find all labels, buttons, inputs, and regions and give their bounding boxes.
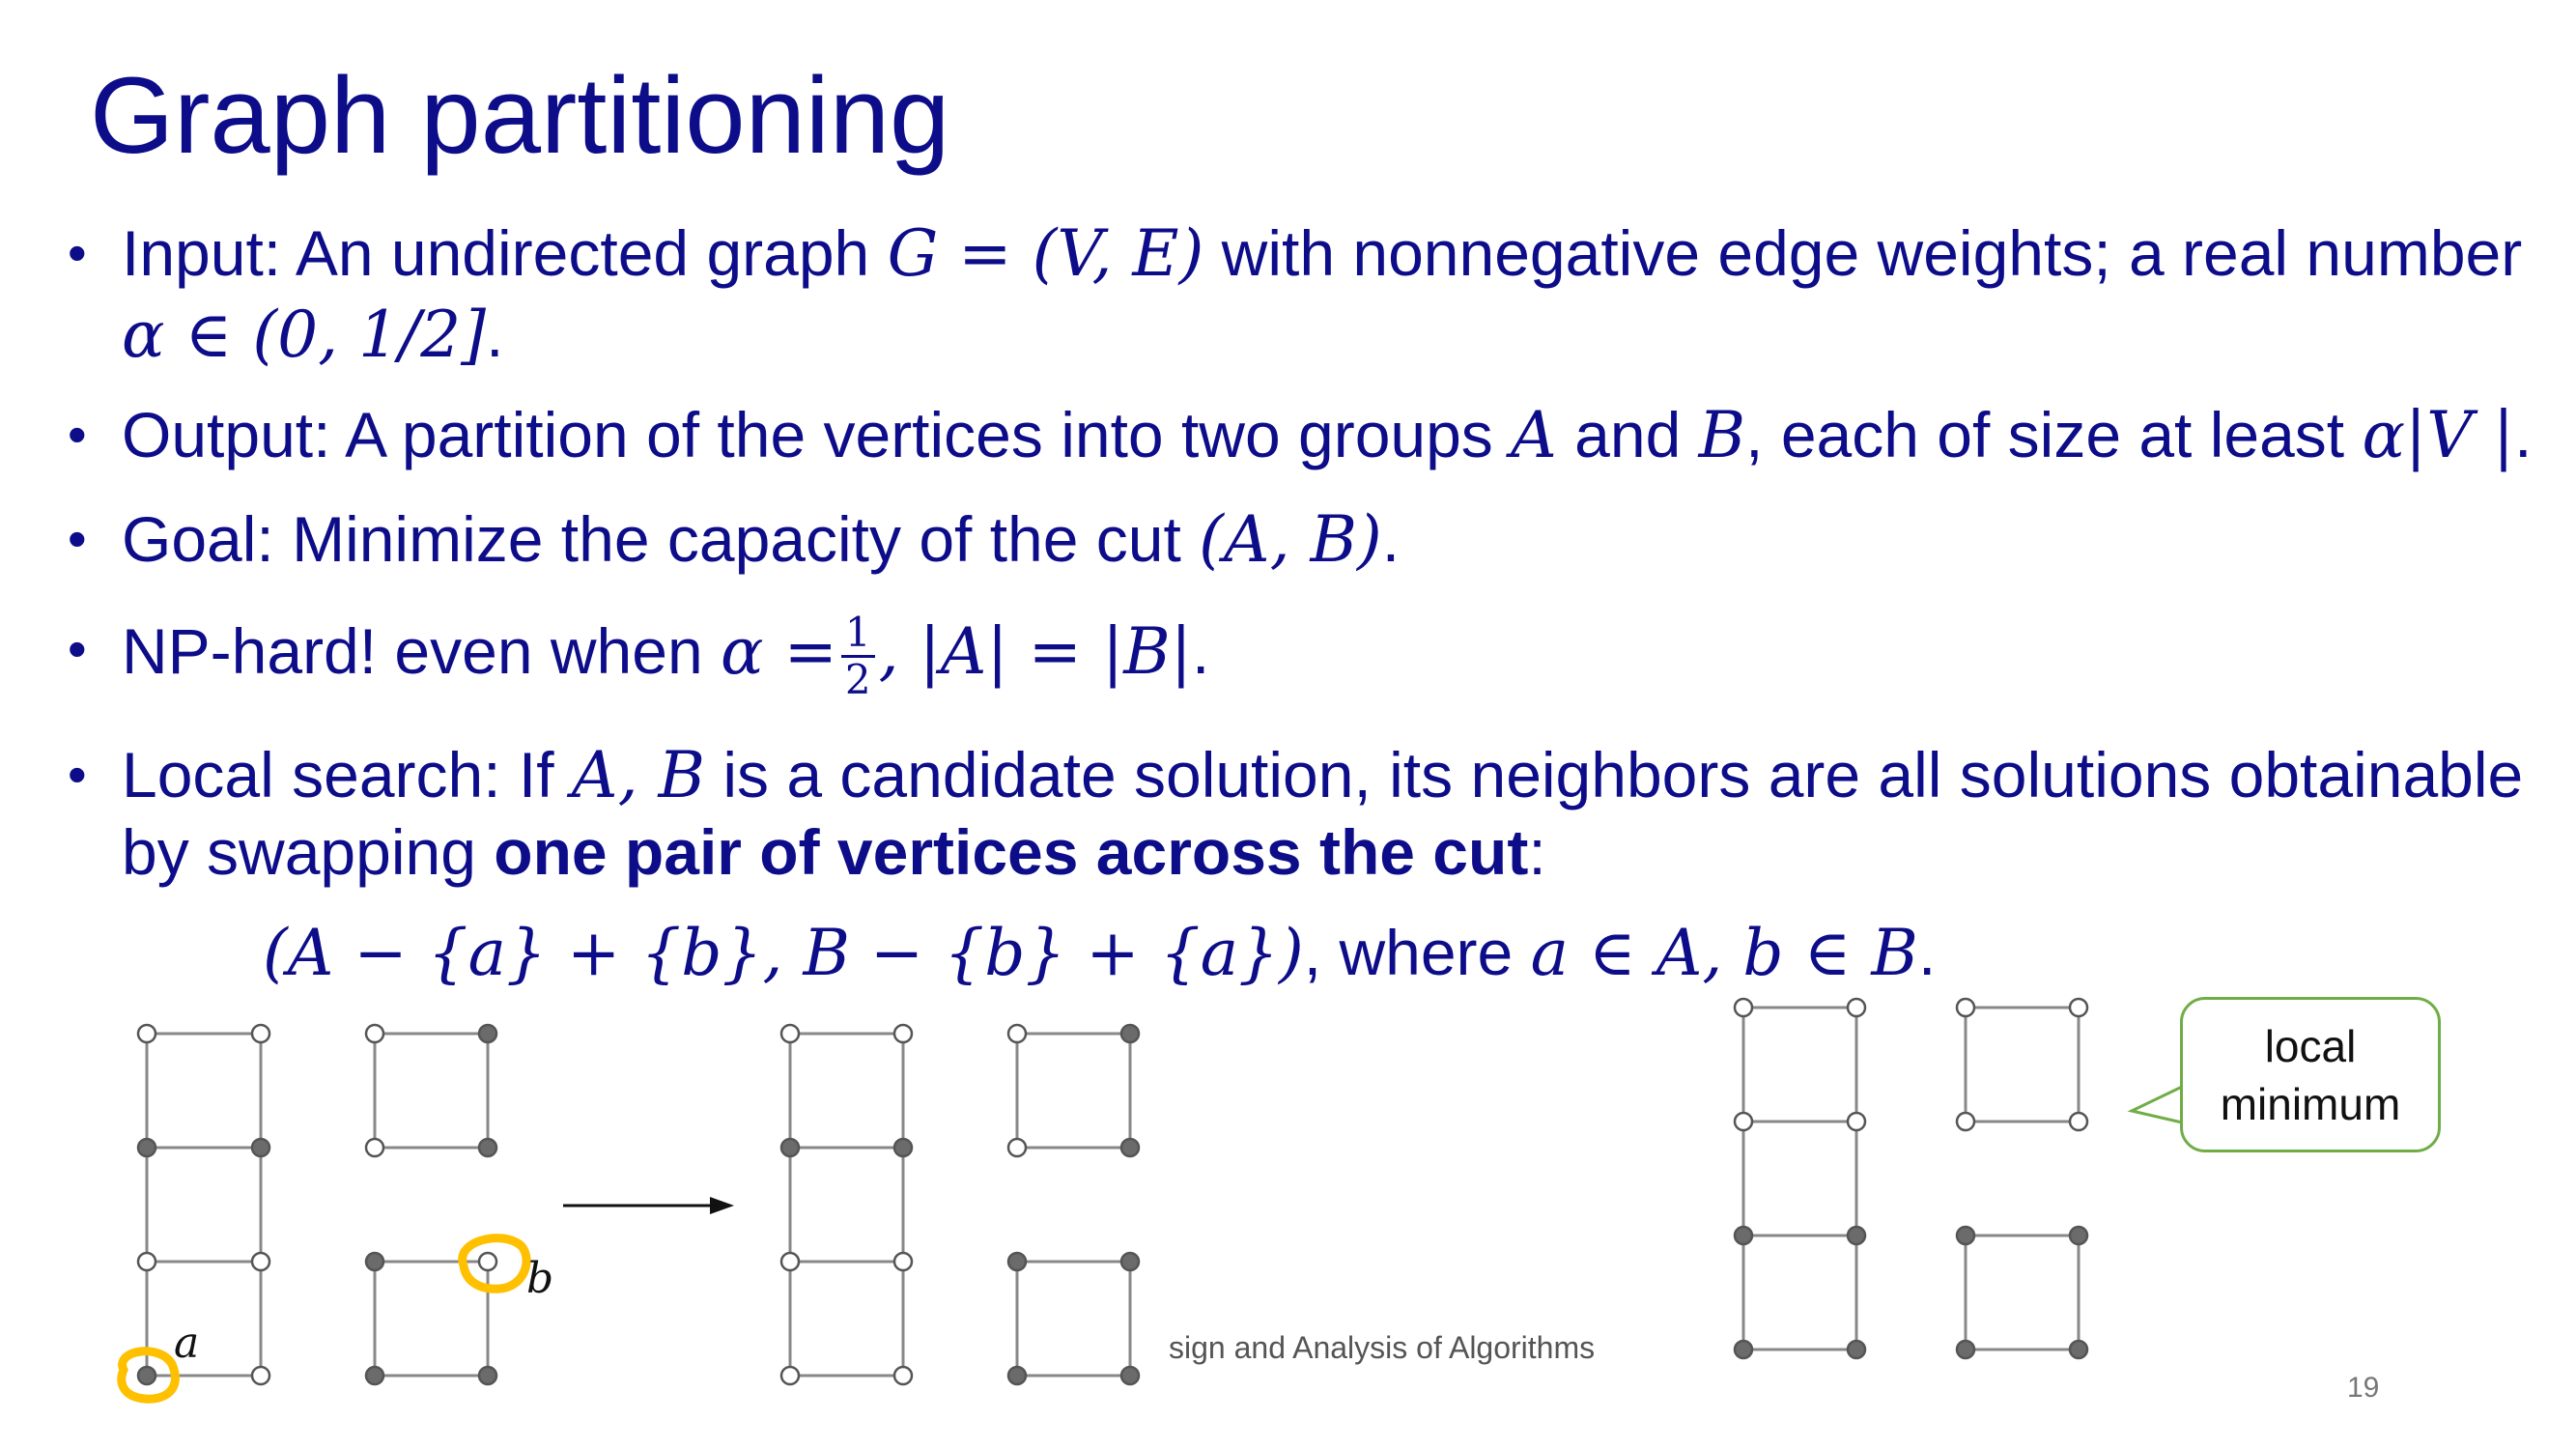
bullet-dot: • xyxy=(68,744,87,805)
swapped-right-filled-vertex xyxy=(1121,1367,1139,1384)
local-math-ab: A, B xyxy=(571,738,706,812)
swapped-right-filled-vertex xyxy=(1008,1367,1026,1384)
swapped-left-empty-vertex xyxy=(894,1025,912,1042)
vertex-b-label: b xyxy=(526,1254,554,1303)
initial-right-empty-vertex xyxy=(366,1025,383,1042)
formula-period: . xyxy=(1917,917,1937,988)
swapped-right-filled-vertex xyxy=(1121,1139,1139,1156)
transform-arrow-head xyxy=(710,1197,734,1214)
local-colon: : xyxy=(1528,816,1546,888)
formula-math-membership: a ∈ A, b ∈ B xyxy=(1530,916,1918,990)
swapped-left-empty-vertex xyxy=(894,1253,912,1270)
swapped-right-filled-vertex xyxy=(1008,1253,1026,1270)
np-math-alpha: α = xyxy=(721,613,837,689)
swapped-right-filled-vertex xyxy=(1121,1025,1139,1042)
initial-right-empty-vertex xyxy=(479,1253,496,1270)
input-math-graph: G = (V, E) xyxy=(887,216,1204,291)
slide-footer: sign and Analysis of Algorithms xyxy=(1169,1330,1596,1365)
minimum-left-filled-vertex xyxy=(1848,1227,1865,1244)
initial-left-empty-vertex xyxy=(252,1253,269,1270)
local-minimum-callout xyxy=(2180,997,2441,1152)
formula-math: (A − {a} + {b}, B − {b} + {a}) xyxy=(263,916,1304,990)
swapped-right-empty-vertex xyxy=(1008,1139,1026,1156)
callout-pointer xyxy=(2132,1087,2182,1122)
initial-left-filled-vertex xyxy=(138,1139,156,1156)
output-math-size: α|V | xyxy=(2362,398,2515,472)
minimum-left-filled-vertex xyxy=(1735,1341,1752,1358)
minimum-left-empty-vertex xyxy=(1848,1113,1865,1130)
output-and: and xyxy=(1556,399,1699,470)
minimum-right-empty-vertex xyxy=(2070,999,2087,1016)
initial-right-filled-vertex xyxy=(366,1367,383,1384)
swapped-left-empty-vertex xyxy=(781,1025,799,1042)
output-math-b: B xyxy=(1698,398,1746,472)
minimum-right-filled-vertex xyxy=(2070,1341,2087,1358)
minimum-right-empty-vertex xyxy=(1957,1113,1974,1130)
initial-left-empty-vertex xyxy=(252,1367,269,1384)
formula-where: , where xyxy=(1303,917,1531,988)
bullet-dot: • xyxy=(68,618,87,679)
minimum-left-filled-vertex xyxy=(1848,1341,1865,1358)
initial-right-filled-vertex xyxy=(479,1367,496,1384)
local-bold-text: one pair of vertices across the cut xyxy=(494,816,1529,888)
local-text-suffix: is a candidate solution, its neighbors are all solutions obtainable xyxy=(705,739,2524,810)
np-math-sizes: , |A| = |B| xyxy=(878,613,1192,689)
initial-right-filled-vertex xyxy=(479,1025,496,1042)
goal-math-cut: (A, B) xyxy=(1199,502,1382,577)
initial-left-filled-vertex xyxy=(138,1367,156,1384)
output-period: . xyxy=(2514,399,2533,470)
callout-line2: minimum xyxy=(2220,1078,2401,1129)
bullet-dot: • xyxy=(68,404,87,465)
page-number: 19 xyxy=(2347,1372,2380,1404)
bullet-dot: • xyxy=(68,222,87,283)
input-text: Input: An undirected graph xyxy=(122,217,888,289)
swapped-left-empty-vertex xyxy=(781,1253,799,1270)
swapped-left-empty-vertex xyxy=(781,1367,799,1384)
minimum-left-empty-vertex xyxy=(1735,999,1752,1016)
local-text-line2: by swapping xyxy=(122,816,495,888)
initial-left-empty-vertex xyxy=(138,1025,156,1042)
minimum-left-filled-vertex xyxy=(1735,1227,1752,1244)
swapped-right-empty-vertex xyxy=(1008,1025,1026,1042)
minimum-right-filled-vertex xyxy=(1957,1227,1974,1244)
output-text-mid: , each of size at least xyxy=(1745,399,2363,470)
swapped-left-filled-vertex xyxy=(781,1139,799,1156)
vertex-a-label: a xyxy=(174,1319,200,1368)
initial-left-empty-vertex xyxy=(138,1253,156,1270)
output-text: Output: A partition of the vertices into two groups xyxy=(122,399,1512,470)
swapped-right-filled-vertex xyxy=(1121,1253,1139,1270)
initial-left-filled-vertex xyxy=(252,1139,269,1156)
bullet-dot: • xyxy=(68,508,87,569)
minimum-left-empty-vertex xyxy=(1848,999,1865,1016)
local-text: Local search: If xyxy=(122,739,572,810)
callout-line1: local xyxy=(2264,1020,2357,1071)
swapped-left-filled-vertex xyxy=(894,1139,912,1156)
swapped-left-empty-vertex xyxy=(894,1367,912,1384)
fraction-denominator: 2 xyxy=(844,656,871,703)
minimum-right-filled-vertex xyxy=(2070,1227,2087,1244)
np-text: NP-hard! even when xyxy=(122,614,722,687)
input-math-alpha: α ∈ (0, 1/2] xyxy=(122,298,487,372)
minimum-left-empty-vertex xyxy=(1735,1113,1752,1130)
slide-title: Graph partitioning xyxy=(90,55,950,176)
initial-right-filled-vertex xyxy=(479,1139,496,1156)
goal-period: . xyxy=(1381,503,1401,575)
input-period: . xyxy=(486,298,504,370)
minimum-right-empty-vertex xyxy=(2070,1113,2087,1130)
initial-left-empty-vertex xyxy=(252,1025,269,1042)
np-period: . xyxy=(1191,614,1210,687)
goal-text: Goal: Minimize the capacity of the cut xyxy=(122,503,1200,575)
initial-right-empty-vertex xyxy=(366,1139,383,1156)
initial-right-filled-vertex xyxy=(366,1253,383,1270)
output-math-a: A xyxy=(1511,398,1557,472)
fraction-numerator: 1 xyxy=(841,611,875,658)
minimum-right-filled-vertex xyxy=(1957,1341,1974,1358)
input-text-suffix: with nonnegative edge weights; a real number xyxy=(1203,217,2523,289)
minimum-right-empty-vertex xyxy=(1957,999,1974,1016)
